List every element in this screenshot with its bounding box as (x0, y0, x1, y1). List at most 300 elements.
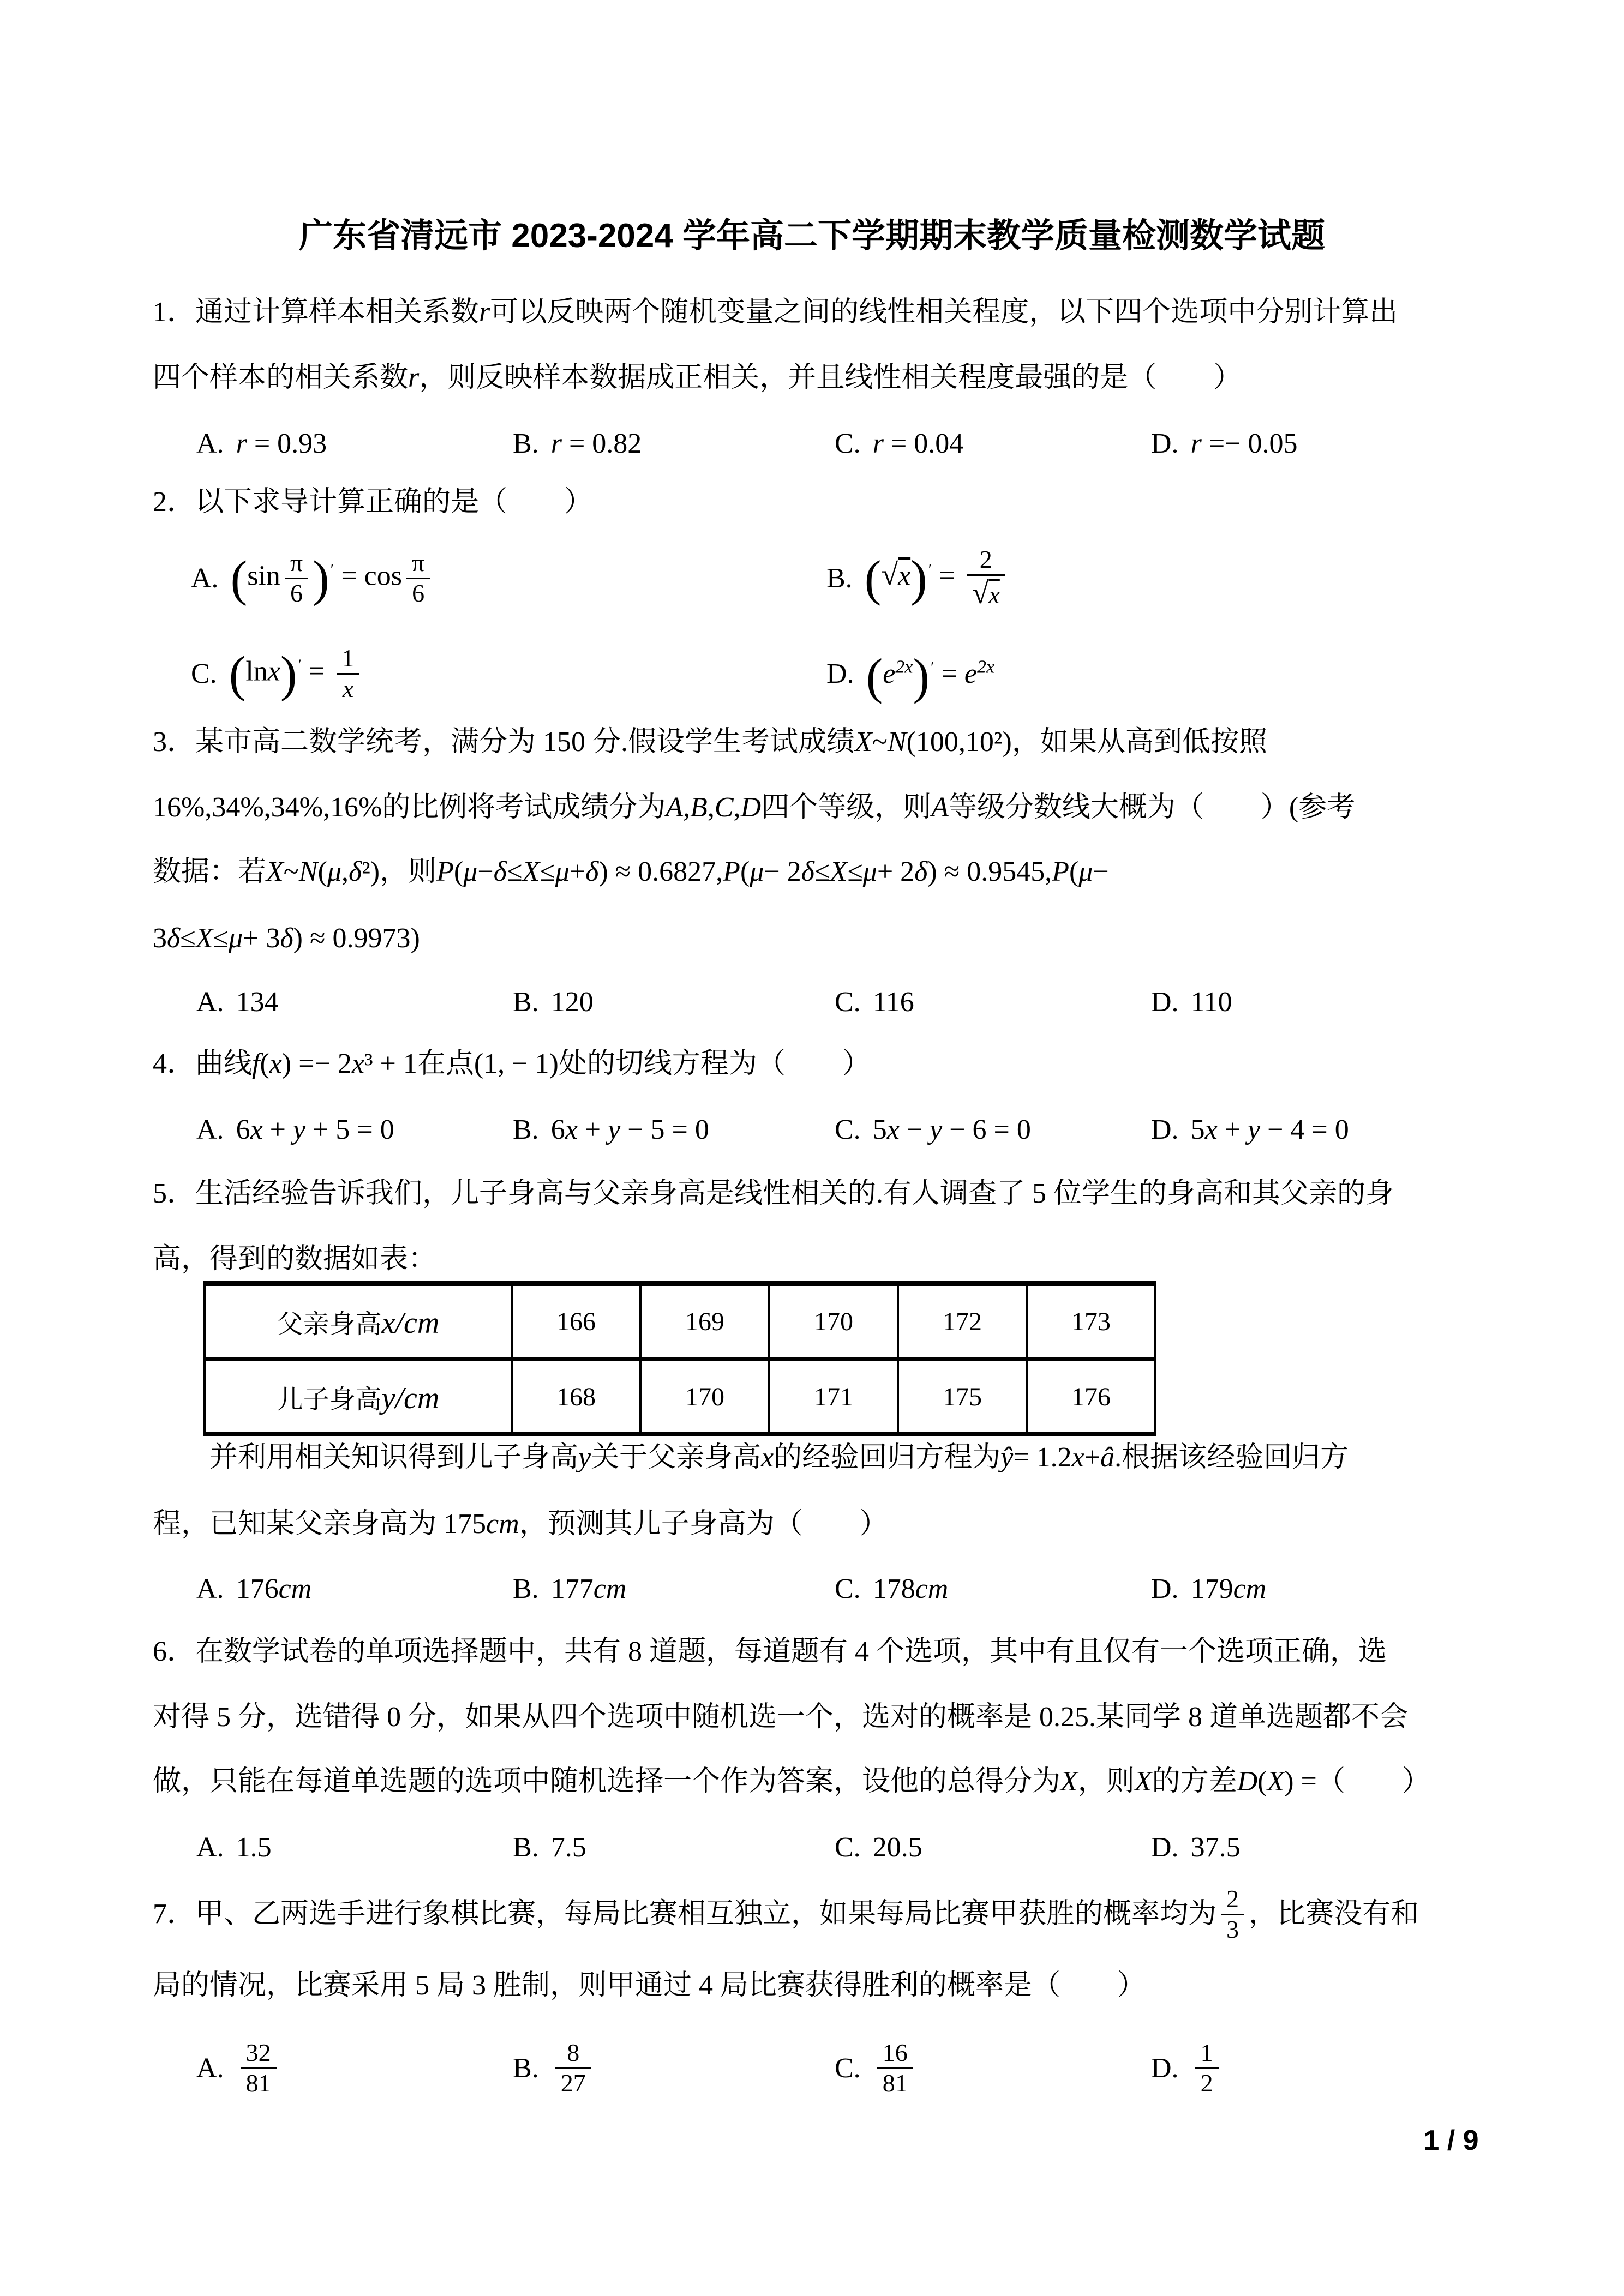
formula-token: + (577, 1114, 608, 1145)
formula-token: ′ (330, 560, 334, 579)
option-value (1191, 2039, 1223, 2098)
formula-token: − 6 = 0 (942, 1114, 1031, 1145)
option-value (873, 1573, 949, 1605)
formula-token: ~ (872, 726, 888, 758)
formula-token: 的经验回归方程为 (774, 1442, 1001, 1473)
table-cell: 171 (769, 1359, 898, 1434)
formula-token: 81 (882, 2069, 908, 2097)
formula-token: 3 (153, 923, 167, 954)
formula-token: 局的情况，比赛采用 5 局 3 胜制，则甲通过 4 局比赛获得胜利的概率是（ ） (153, 1970, 1146, 2001)
option-value (873, 1114, 1031, 1146)
formula-token: N (887, 726, 907, 758)
option-label: B. (513, 428, 539, 459)
formula-token: 对得 5 分，选错得 0 分，如果从四个选项中随机选一个，选对的概率是 0.25.某同学 8 道单选题都不会 (153, 1702, 1409, 1733)
formula-token: r (550, 428, 562, 459)
formula-token: μ (862, 856, 877, 887)
q3-line-3 (153, 854, 1500, 890)
formula-token: = (302, 655, 332, 687)
formula-token: δ (914, 856, 928, 887)
formula-token: , (683, 792, 691, 823)
formula-token: x (342, 674, 354, 702)
formula-token: cm (278, 1573, 312, 1604)
formula-token: = 0.04 (883, 428, 964, 459)
formula-token: 2x (977, 657, 995, 677)
formula-token: 3．某市高二数学统考，满分为 150 分.假设学生考试成绩 (153, 726, 855, 758)
formula-token: = 0.93 (247, 428, 327, 459)
formula-token: ( (740, 856, 750, 887)
q6-option-c (835, 1828, 922, 1866)
option-value (873, 428, 964, 460)
formula-token: 2 (1226, 1884, 1239, 1913)
formula-token: 的方差 (1152, 1766, 1237, 1797)
formula-token: 178 (872, 1573, 915, 1604)
formula-token: ≤ (180, 923, 196, 954)
option-value (551, 428, 642, 460)
q2-options-row-2 (153, 627, 1500, 720)
formula-token: f (252, 1048, 260, 1079)
formula-token: 关于父亲身高 (591, 1442, 762, 1473)
formula-token: D (1237, 1766, 1258, 1797)
table-row-son (205, 1359, 1155, 1434)
formula-token: P (1052, 856, 1069, 887)
formula-token: X (855, 726, 872, 758)
formula-token: 3 (1226, 1915, 1239, 1943)
formula-token (406, 549, 430, 608)
option-value (551, 986, 594, 1018)
formula-token: + 3 (243, 923, 280, 954)
formula-token: ′ (928, 560, 932, 579)
q5-line-2 (153, 1241, 1500, 1277)
formula-token: ≤ (213, 923, 229, 954)
q3-options (153, 983, 1500, 1021)
formula-token: − (477, 856, 494, 887)
formula-token: x (351, 1048, 364, 1079)
formula-token: μ (327, 856, 342, 887)
formula-token: ) (913, 648, 930, 704)
table-row-father (205, 1284, 1155, 1360)
formula-token: 1 (1200, 2038, 1213, 2066)
formula-token (1195, 2039, 1219, 2098)
table-header-father-height (205, 1284, 512, 1360)
formula-token: δ (801, 856, 814, 887)
formula-token: 2x (895, 657, 913, 677)
formula-token: 16 (882, 2038, 908, 2066)
option-value (873, 2039, 918, 2098)
option-value (1191, 1114, 1349, 1146)
formula-token: x (886, 1114, 900, 1145)
formula-token: 4．曲线 (153, 1048, 253, 1079)
option-label: B. (513, 2052, 539, 2084)
formula-token: ，则 (1077, 1766, 1135, 1797)
formula-token: = 1.2 (1013, 1442, 1072, 1473)
formula-token: ) (910, 550, 927, 606)
formula-token: − (899, 1114, 930, 1145)
formula-token: A (931, 792, 949, 823)
q6-option-d (1151, 1828, 1241, 1866)
q5-data-table (203, 1281, 1156, 1436)
formula-token: δ (493, 856, 507, 887)
table-cell: 173 (1027, 1284, 1155, 1360)
formula-token: (100,10²)，如果从高到低按照 (906, 726, 1267, 758)
q3-option-b (513, 983, 594, 1021)
option-label: C. (835, 1573, 861, 1604)
formula-token: 2．以下求导计算正确的是（ ） (153, 486, 593, 518)
formula-token: 5 (1190, 1114, 1205, 1145)
formula-token: y (292, 1114, 306, 1145)
formula-token: ，比赛没有和 (1249, 1898, 1419, 1930)
option-label: B. (513, 1831, 539, 1863)
formula-token: ( (317, 856, 327, 887)
q7-option-a (196, 2024, 281, 2112)
option-value (1191, 986, 1232, 1018)
formula-token: 116 (872, 986, 914, 1018)
option-value (551, 1831, 586, 1864)
formula-token: 179 (1190, 1573, 1233, 1604)
formula-token: X (1267, 1766, 1285, 1797)
option-label: D. (1151, 1114, 1179, 1145)
formula-token: X (195, 923, 213, 954)
q7-options (153, 2024, 1500, 2112)
formula-token: X (522, 856, 540, 887)
formula-token: ²)，则 (362, 856, 437, 887)
formula-token: + 5 = 0 (305, 1114, 394, 1145)
q4-options (153, 1110, 1500, 1149)
formula-token: ，预测其儿子身高为（ ） (519, 1508, 888, 1540)
formula-token: 177 (550, 1573, 594, 1604)
formula-token: cm (593, 1573, 627, 1604)
formula-token: − (1093, 856, 1109, 887)
option-label: A. (196, 428, 224, 459)
formula-token: − 2 (764, 856, 801, 887)
option-label: C. (835, 986, 861, 1018)
formula-token: 6 (236, 1114, 250, 1145)
q7-line-1 (153, 1876, 1500, 1952)
page-title: 广东省清远市 2023-2024 学年高二下学期期末教学质量检测数学试题 (299, 217, 1325, 255)
formula-token: P (723, 856, 740, 887)
formula-token: y (608, 1114, 621, 1145)
formula-token: 高，得到的数据如表： (153, 1243, 437, 1275)
q6-option-b (513, 1828, 586, 1866)
formula-token: 134 (236, 986, 279, 1018)
formula-token: ( (229, 646, 246, 701)
option-label: C. (835, 428, 861, 459)
formula-token: + 2 (877, 856, 915, 887)
formula-token: r (479, 297, 490, 328)
option-value (866, 648, 995, 704)
q5-option-c (835, 1570, 948, 1608)
formula-token: = cos (334, 560, 402, 591)
option-label: C. (835, 1114, 861, 1145)
option-label: C. (191, 658, 217, 689)
option-value (873, 1831, 922, 1864)
option-label: D. (826, 658, 854, 689)
formula-token: x (761, 1442, 774, 1473)
option-label: D. (1151, 428, 1179, 459)
formula-token: δ (167, 923, 181, 954)
formula-token: X (1134, 1766, 1152, 1797)
q7-option-b (513, 2024, 596, 2112)
option-label: C. (835, 2052, 861, 2084)
formula-token: y (1247, 1114, 1261, 1145)
table-cell: 175 (898, 1359, 1027, 1434)
formula-token: y (930, 1114, 943, 1145)
formula-token: ≤ (506, 856, 523, 887)
formula-token: y (578, 1442, 591, 1473)
option-label: A. (196, 2052, 224, 2084)
option-label: C. (835, 1831, 861, 1863)
page-number: 1 / 9 (1423, 2125, 1479, 2156)
table-cell: 170 (769, 1284, 898, 1360)
option-value (236, 2039, 281, 2098)
formula-token: x (1071, 1442, 1084, 1473)
formula-token (285, 549, 308, 608)
q3-line-2 (153, 790, 1500, 826)
formula-token: y/cm (381, 1381, 440, 1415)
q2-option-c (191, 627, 364, 720)
formula-token (1221, 1885, 1244, 1944)
formula-token: X (266, 856, 284, 887)
formula-token: x/cm (381, 1306, 440, 1340)
formula-token: r (1190, 428, 1202, 459)
formula-token: x (1204, 1114, 1218, 1145)
q4-option-d (1151, 1110, 1349, 1149)
formula-token: X (830, 856, 848, 887)
q7-option-c (835, 2024, 918, 2112)
formula-token: , (707, 792, 715, 823)
option-value (1191, 1831, 1241, 1864)
option-value (551, 1114, 709, 1146)
formula-token: 37.5 (1190, 1831, 1241, 1863)
q5-line-4 (153, 1506, 1500, 1542)
formula-token: 7.5 (550, 1831, 586, 1863)
formula-token: ，则反映样本数据成正相关，并且线性相关程度最强的是（ ） (419, 362, 1242, 393)
formula-token: r (236, 428, 247, 459)
formula-token: 176 (236, 1573, 279, 1604)
option-value (229, 644, 364, 704)
formula-token: δ (585, 856, 599, 887)
q3-line-1 (153, 724, 1500, 760)
formula-token: 1.5 (236, 1831, 272, 1863)
formula-token: = 0.82 (561, 428, 642, 459)
formula-token (336, 644, 359, 704)
formula-token: ) ≈ 0.9973) (293, 923, 420, 954)
option-value (236, 428, 327, 460)
formula-token: C (714, 792, 734, 823)
formula-token: .根据该经验回归方 (1114, 1442, 1349, 1473)
option-label: A. (196, 986, 224, 1018)
formula-token: + (1084, 1442, 1101, 1473)
formula-token: =− 0.05 (1201, 428, 1298, 459)
q1-line-2 (153, 360, 1500, 396)
option-value (865, 545, 1010, 611)
q5-option-a (196, 1570, 311, 1608)
q6-option-a (196, 1828, 272, 1866)
formula-token: 2 (979, 545, 992, 573)
formula-token: ≤ (814, 856, 830, 887)
formula-token: , (733, 792, 741, 823)
option-label: B. (513, 1114, 539, 1145)
option-value (236, 1114, 394, 1146)
formula-token: e (883, 658, 896, 689)
q1-options (153, 424, 1500, 462)
formula-token: ( (866, 648, 883, 704)
option-value (1191, 1573, 1267, 1605)
formula-token: A (666, 792, 684, 823)
formula-token: 做，只能在每道单选题的选项中随机选择一个作为答案，设他的总得分为 (153, 1766, 1061, 1797)
formula-token: N (298, 856, 318, 887)
formula-token: 5 (872, 1114, 887, 1145)
formula-token: â (1100, 1442, 1115, 1473)
formula-token: 2 (1200, 2069, 1213, 2097)
formula-token: 1 (341, 644, 355, 672)
formula-token: 81 (245, 2069, 271, 2097)
formula-token: 四个样本的相关系数 (153, 362, 409, 393)
option-value (551, 1573, 627, 1605)
q2-options-row-1 (153, 532, 1500, 624)
q5-option-d (1151, 1570, 1266, 1608)
formula-token: μ (463, 856, 478, 887)
q1-option-a (196, 424, 327, 462)
formula-token: ) =− 2 (281, 1048, 352, 1079)
formula-token: ) =（ ） (1284, 1766, 1430, 1797)
formula-token (555, 2039, 591, 2098)
option-value (236, 986, 279, 1018)
formula-token: P (436, 856, 454, 887)
formula-token: D (740, 792, 762, 823)
formula-token: 儿子身高 (277, 1385, 382, 1414)
formula-token: 32 (245, 2038, 271, 2066)
formula-token: ) (280, 646, 297, 701)
q4-option-a (196, 1110, 394, 1149)
formula-token: 可以反映两个随机变量之间的线性相关程度，以下四个选项中分别计算出 (490, 297, 1398, 328)
q3-option-c (835, 983, 914, 1021)
formula-token: ≤ (540, 856, 555, 887)
q7-option-d (1151, 2024, 1223, 2112)
q6-line-3 (153, 1764, 1500, 1800)
formula-token: r (408, 362, 420, 393)
formula-token: μ (750, 856, 764, 887)
formula-token: x (565, 1114, 578, 1145)
q2-line-1 (153, 484, 1500, 520)
option-value (873, 986, 914, 1018)
formula-token (241, 2039, 277, 2098)
formula-token: 27 (560, 2069, 586, 2097)
option-label: A. (191, 562, 219, 594)
formula-token: ) (313, 550, 329, 606)
formula-token: r (872, 428, 884, 459)
formula-token: ′ (931, 658, 934, 677)
q2-option-b (826, 532, 1010, 624)
option-label: D. (1151, 2052, 1179, 2084)
q1-option-d (1151, 424, 1297, 462)
formula-token: sin (247, 560, 280, 591)
formula-token (877, 2039, 913, 2098)
option-label: B. (513, 986, 539, 1018)
formula-token: ~ (283, 856, 299, 887)
formula-token: 四个等级，则 (761, 792, 932, 823)
q5-line-1 (153, 1176, 1500, 1212)
formula-token: √x (972, 576, 1000, 610)
formula-token (967, 545, 1005, 611)
formula-token: 1．通过计算样本相关系数 (153, 297, 480, 328)
formula-token: − 4 = 0 (1260, 1114, 1349, 1145)
formula-token: δ (349, 856, 362, 887)
table-cell: 172 (898, 1284, 1027, 1360)
formula-token: 程，已知某父亲身高为 175 (153, 1508, 487, 1540)
formula-token: 16%,34%,34%,16%的比例将考试成绩分为 (153, 792, 666, 823)
formula-token: + (262, 1114, 293, 1145)
formula-token: 5．生活经验告诉我们，儿子身高与父亲身高是线性相关的.有人调查了 5 位学生的身高和其父亲的身 (153, 1178, 1394, 1209)
q6-line-1 (153, 1634, 1500, 1670)
formula-token: 110 (1190, 986, 1232, 1018)
formula-token: ( (453, 856, 464, 887)
formula-token: cm (1233, 1573, 1267, 1604)
formula-token: cm (486, 1508, 519, 1540)
option-label: D. (1151, 1573, 1179, 1604)
q3-option-a (196, 983, 279, 1021)
option-label: A. (196, 1831, 224, 1863)
table-cell: 169 (640, 1284, 769, 1360)
q4-option-c (835, 1110, 1031, 1149)
formula-token: cm (915, 1573, 949, 1604)
table-cell: 170 (640, 1359, 769, 1434)
formula-token: X (1060, 1766, 1078, 1797)
formula-token: δ (280, 923, 293, 954)
option-value (551, 2039, 596, 2098)
formula-token: 6．在数学试卷的单项选择题中，共有 8 道题，每道题有 4 个选项，其中有且仅有一个选项正确，选 (153, 1636, 1387, 1667)
formula-token: ′ (298, 656, 302, 674)
formula-token: , (341, 856, 349, 887)
formula-token: ( (1257, 1766, 1267, 1797)
formula-token: π (290, 548, 303, 576)
q5-options (153, 1570, 1500, 1608)
option-label: D. (1151, 1831, 1179, 1863)
q6-line-2 (153, 1699, 1500, 1735)
formula-token: ( (864, 550, 882, 606)
formula-token: 7．甲、乙两选手进行象棋比赛，每局比赛相互独立，如果每局比赛甲获胜的概率均为 (153, 1898, 1217, 1930)
formula-token: μ (1078, 856, 1093, 887)
formula-token: μ (555, 856, 570, 887)
formula-token: ( (1069, 856, 1079, 887)
option-label: B. (513, 1573, 539, 1604)
formula-token: 数据：若 (153, 856, 267, 887)
formula-token: − 5 = 0 (620, 1114, 709, 1145)
option-value (231, 549, 435, 608)
formula-token: 8 (567, 2038, 580, 2066)
option-label: A. (196, 1573, 224, 1604)
formula-token: 父亲身高 (277, 1309, 382, 1339)
formula-token: x (250, 1114, 263, 1145)
formula-token: ³ + 1在点(1, − 1)处的切线方程为（ ） (364, 1048, 871, 1079)
table-cell: 166 (512, 1284, 640, 1360)
option-label: A. (196, 1114, 224, 1145)
table-cell: 176 (1027, 1359, 1155, 1434)
formula-token: = (934, 658, 964, 689)
option-value (236, 1831, 272, 1864)
q5-line-3 (153, 1440, 1500, 1476)
formula-token: e (964, 658, 978, 689)
q4-line-1 (153, 1046, 1500, 1082)
formula-token: 等级分数线大概为（ ）(参考 (948, 792, 1356, 823)
formula-token: ≤ (847, 856, 863, 887)
formula-token: ( (260, 1048, 269, 1079)
formula-token: ln (245, 655, 268, 687)
formula-token: μ (229, 923, 243, 954)
option-label: B. (826, 562, 853, 594)
formula-token: + (1217, 1114, 1248, 1145)
formula-token: ( (230, 550, 248, 606)
formula-token: ) ≈ 0.6827, (598, 856, 723, 887)
